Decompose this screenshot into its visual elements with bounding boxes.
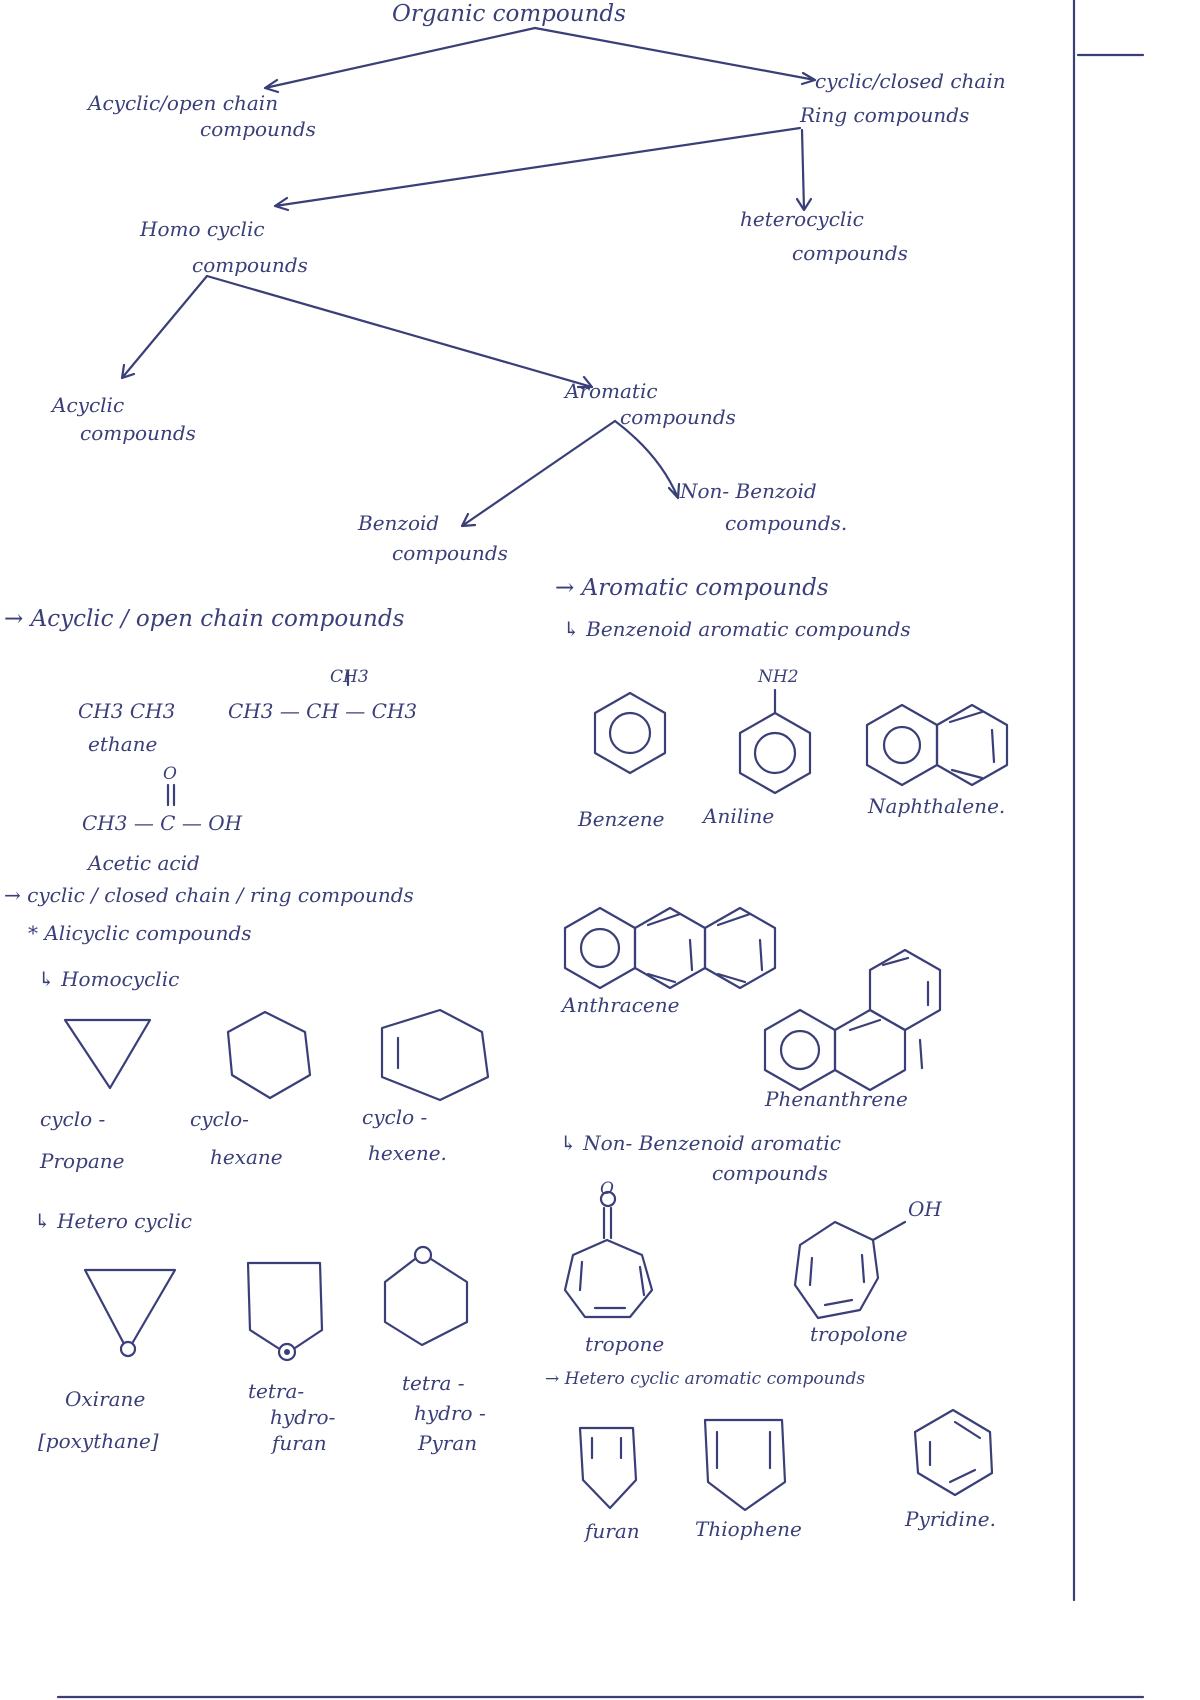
aniline-label: Aniline — [703, 804, 775, 828]
benzene-label: Benzene — [578, 807, 665, 831]
cyclic-heading: → cyclic / closed chain / ring compounds — [4, 883, 414, 907]
naphthalene-structure — [867, 705, 1007, 785]
tree-nonbenzoid-label-1: Non- Benzoid — [680, 479, 817, 503]
tree-acyclic-label-1: Acyclic/open chain — [88, 91, 279, 115]
tree-acyclic-branch-label-1: Acyclic — [52, 393, 125, 417]
tree-heterocyclic-label-1: heterocyclic — [740, 207, 864, 231]
pyridine-label: Pyridine. — [905, 1507, 996, 1531]
pyridine-structure — [915, 1410, 992, 1495]
tree-benzoid-label-2: compounds — [392, 541, 508, 565]
cyclopropane-structure — [65, 1020, 150, 1088]
cyclohexene-structure — [382, 1010, 488, 1100]
tree-homocyclic-label-1: Homo cyclic — [140, 217, 265, 241]
oxirane-label-1: Oxirane — [65, 1387, 146, 1411]
nonbenzenoid-heading-2: compounds — [712, 1161, 828, 1185]
thiophene-label: Thiophene — [695, 1517, 802, 1541]
tropolone-oh: OH — [908, 1197, 942, 1221]
thf-structure — [248, 1263, 322, 1360]
thp-structure — [385, 1247, 467, 1345]
oxirane-structure — [85, 1270, 175, 1356]
cyclohexane-label-2: hexane — [210, 1145, 283, 1169]
phenanthrene-structure — [765, 950, 940, 1090]
phenanthrene-label: Phenanthrene — [765, 1087, 908, 1111]
isobutane-branch: CH3 — [330, 667, 369, 687]
cyclopropane-label-1: cyclo - — [40, 1107, 106, 1131]
tropolone-structure — [795, 1222, 905, 1318]
tree-cyclic-label-2: Ring compounds — [800, 103, 970, 127]
anthracene-label: Anthracene — [562, 993, 680, 1017]
tree-aromatic-label-1: Aromatic — [565, 379, 658, 403]
heterocyclic-heading: ↳ Hetero cyclic — [34, 1209, 192, 1233]
benzene-structure — [595, 693, 665, 773]
thp-label-2: hydro - — [414, 1401, 486, 1425]
heteroaromatic-heading: → Hetero cyclic aromatic compounds — [545, 1369, 866, 1389]
tree-homocyclic-label-2: compounds — [192, 253, 308, 277]
nonbenzenoid-heading-1: ↳ Non- Benzenoid aromatic — [560, 1131, 841, 1155]
thp-label-1: tetra - — [402, 1371, 465, 1395]
anthracene-structure — [565, 908, 775, 988]
tree-acyclic-branch-label-2: compounds — [80, 421, 196, 445]
naphthalene-label: Naphthalene. — [868, 794, 1006, 818]
benzenoid-heading: ↳ Benzenoid aromatic compounds — [563, 617, 911, 641]
acetic-formula: CH3 — C — OH — [82, 811, 243, 835]
tropone-structure — [565, 1192, 652, 1317]
acetic-name: Acetic acid — [88, 851, 200, 875]
homocyclic-heading: ↳ Homocyclic — [38, 967, 180, 991]
thf-label-1: tetra- — [248, 1379, 305, 1403]
thiophene-structure — [705, 1420, 785, 1510]
tropolone-label: tropolone — [810, 1322, 908, 1346]
thf-label-3: furan — [272, 1431, 327, 1455]
tropone-o: O — [600, 1179, 614, 1199]
tree-cyclic-label-1: cyclic/closed chain — [815, 69, 1006, 93]
isobutane-formula: CH3 — CH — CH3 — [228, 699, 418, 723]
furan-label: furan — [585, 1519, 640, 1543]
tree-heterocyclic-label-2: compounds — [792, 241, 908, 265]
aniline-structure — [740, 690, 810, 793]
cyclohexene-label-1: cyclo - — [362, 1105, 428, 1129]
alicyclic-heading: * Alicyclic compounds — [28, 921, 252, 945]
thf-label-2: hydro- — [270, 1405, 336, 1429]
tree-root-label: Organic compounds — [392, 1, 626, 27]
cyclohexane-structure — [228, 1012, 310, 1098]
cyclopropane-label-2: Propane — [40, 1149, 125, 1173]
acetic-carbonyl-o: O — [163, 764, 177, 784]
ethane-formula: CH3 CH3 — [78, 699, 176, 723]
furan-structure — [580, 1428, 636, 1508]
tree-benzoid-label-1: Benzoid — [358, 511, 440, 535]
tree-aromatic-label-2: compounds — [620, 405, 736, 429]
tree-acyclic-label-2: compounds — [200, 117, 316, 141]
cyclohexane-label-1: cyclo- — [190, 1107, 249, 1131]
aniline-nh2: NH2 — [758, 667, 799, 687]
cyclohexene-label-2: hexene. — [368, 1141, 447, 1165]
acyclic-heading: → Acyclic / open chain compounds — [4, 606, 405, 632]
oxirane-label-2: [poxythane] — [38, 1429, 159, 1453]
ethane-name: ethane — [88, 732, 158, 756]
acetic-carbonyl-bond — [168, 785, 174, 805]
tree-nonbenzoid-label-2: compounds. — [725, 511, 848, 535]
aromatic-heading: → Aromatic compounds — [555, 575, 829, 601]
thp-label-3: Pyran — [418, 1431, 478, 1455]
tropone-label: tropone — [585, 1332, 665, 1356]
